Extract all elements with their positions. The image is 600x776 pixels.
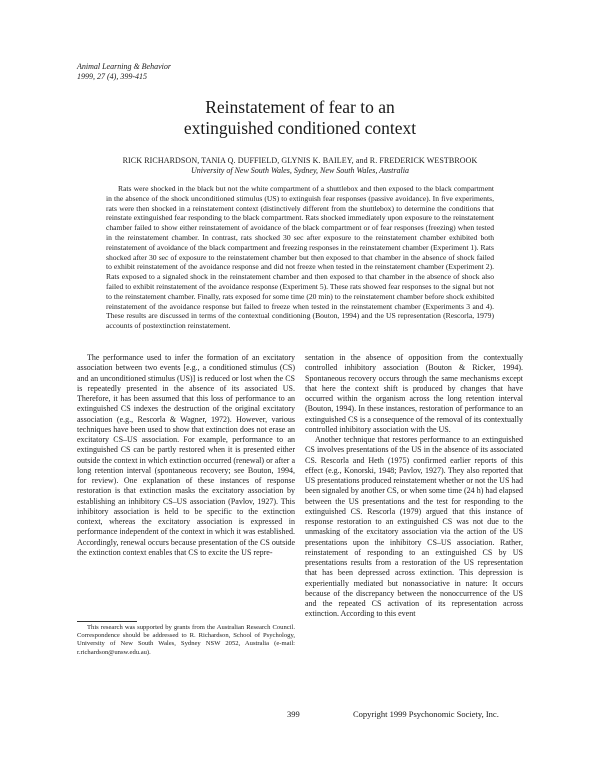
footnote: This research was supported by grants from the Australian Research Council. Correspondence should be addressed to R. Richardson, School of Psychology, University of New South Wales, Sydney NSW 2052, Australia (e-mail: r.richardson@unsw.edu.au).: [77, 624, 295, 656]
body-paragraph: Another technique that restores performance to an extinguished CS involves presentations of the US in the absence of its associated CS. Rescorla and Heth (1975) confirmed earlier reports of this effect (e.g., Konorski, 1948; Pavlov, 1927). They also reported that US presentations produced reinstatement whether or not the US had been signaled by another CS, or when some time (24 h) had elapsed between the US presentations and the test for responding to the extinguished CS. Rescorla (1979) argued that this instance of response restoration to an extinguished CS was not due to the unmasking of the excitatory association via the action of the US presentations upon the inhibitory CS–US association. Rather, reinstatement of responding to an extinguished CS by US presentations results from a restoration of the US representation that has been depressed across extinction. This depression is experientially mediated but nonassociative in nature: It occurs because of the discrepancy between the nonoccurrence of the US and the repeated CS activation of its representation across extinction. According to this event: [305, 435, 523, 619]
body-paragraph: sentation in the absence of opposition from the contextually controlled inhibitory association (Bouton & Ricker, 1994). Spontaneous recovery occurs through the same mechanisms except that here the context shift is produced by changes that have occurred within the organism across the long retention interval (Bouton, 1994). In these instances, restoration of performance to an extinguished CS is a consequence of the removal of its contextually controlled inhibitory association with the US.: [305, 353, 523, 434]
journal-volume-pages: 1999, 27 (4), 399-415: [77, 72, 147, 81]
footnote-divider: [77, 621, 137, 622]
page-number: 399: [287, 709, 300, 719]
body-column-right: [305, 353, 523, 620]
journal-citation: [77, 62, 171, 82]
body-paragraph: The performance used to infer the formation of an excitatory association between two events [e.g., a conditioned stimulus (CS) and an unconditioned stimulus (US)] is reduced or lost when the CS is repeatedly presented in the absence of its associated US. Therefore, it has been assumed that this loss of performance to an extinguished CS indexes the destruction of the original excitatory association (e.g., Rescorla & Wagner, 1972). However, various techniques have been used to show that extinction does not erase an excitatory CS–US association. For example, performance to an extinguished CS can be partly restored when it is presented either outside the context in which extinction occurred (renewal) or after a long retention interval (spontaneous recovery; see Bouton, 1994, for review). One explanation of these instances of response restoration is that extinction masks the excitatory association by establishing an inhibitory CS–US association (Pavlov, 1927). This inhibitory association is held to be specific to the extinction context, whereas the excitatory association is expressed in performance independent of the context in which it was established. Accordingly, renewal occurs because presentation of the CS outside the extinction context enables that CS to excite the US repre-: [77, 353, 295, 557]
article-title-line-2: extinguished conditioned context: [183, 118, 417, 138]
article-title: [60, 97, 540, 139]
journal-name: Animal Learning & Behavior: [77, 62, 171, 71]
author-affiliation: University of New South Wales, Sydney, New South Wales, Australia: [191, 166, 409, 175]
author-list: RICK RICHARDSON, TANIA Q. DUFFIELD, GLYNIS K. BAILEY, and R. FREDERICK WESTBROOK: [122, 156, 478, 165]
body-column-left: [77, 353, 295, 558]
abstract: Rats were shocked in the black but not the white compartment of a shuttlebox and then exposed to the black compartment in the absence of the shock unconditioned stimulus (US) to extinguish fear responses (passive avoidance). In five experiments, rats were then shocked in a reinstatement context (distinctively different from the shuttlebox) to determine the conditions that reinstate extinguished fear responding to the black compartment. Rats shocked immediately upon exposure to the reinstatement chamber failed to show either reinstatement of avoidance of the black compartment or of fear responses (freezing) when tested in the reinstatement chamber. In contrast, rats shocked 30 sec after exposure to the reinstatement chamber exhibited both reinstatement of avoidance of the black compartment and freezing responses in the reinstatement chamber (Experiment 1). Rats shocked after 30 sec of exposure to the reinstatement chamber but then exposed to that chamber in the absence of shock failed to exhibit reinstatement of the avoidance response and did not freeze when tested in the reinstatement chamber (Experiment 2). Rats exposed to a signaled shock in the reinstatement chamber and then exposed to that chamber in the absence of shock also failed to exhibit reinstatement of the avoidance response (Experiment 5). These rats showed fear responses to the signal but not to the reinstatement chamber. Finally, rats exposed for some time (20 min) to the reinstatement chamber before shock exhibited reinstatement of the avoidance response but failed to freeze when tested in the reinstatement chamber (Experiments 3 and 4). These results are discussed in terms of the contextual conditioning (Bouton, 1994) and the US representation (Rescorla, 1979) accounts of postextinction reinstatement.: [106, 184, 494, 331]
article-title-line-1: Reinstatement of fear to an: [205, 97, 395, 117]
copyright-notice: Copyright 1999 Psychonomic Society, Inc.: [353, 709, 499, 719]
